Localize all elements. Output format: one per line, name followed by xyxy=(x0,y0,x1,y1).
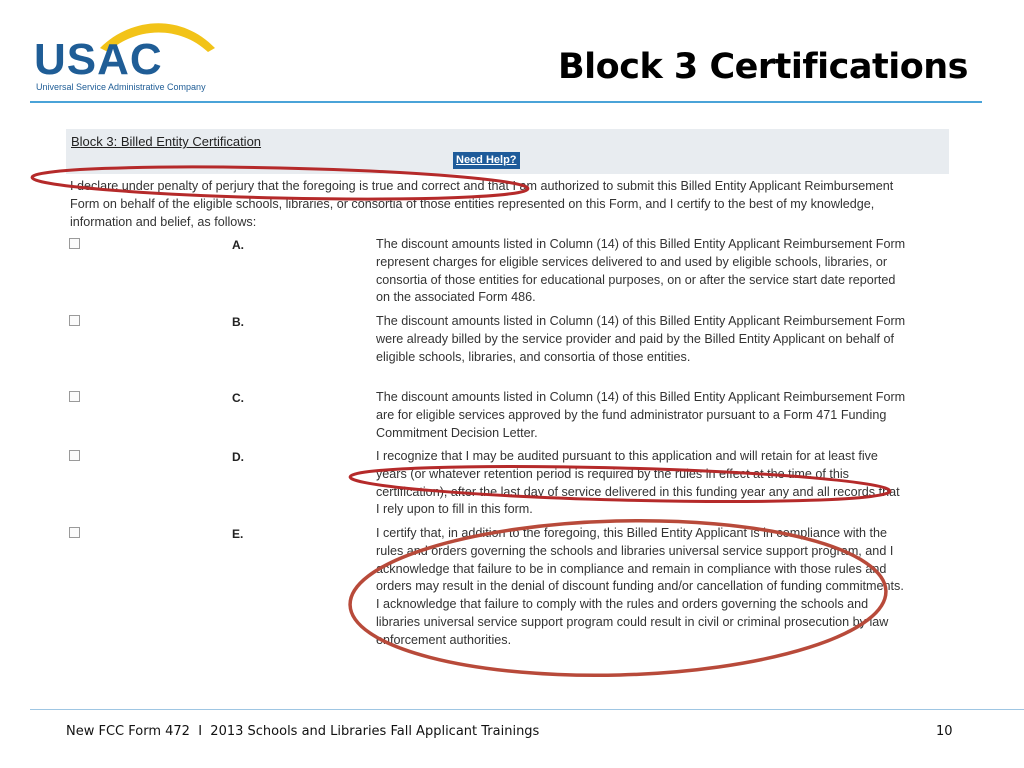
usac-logo xyxy=(30,14,230,94)
cert-letter: C. xyxy=(232,391,244,405)
page-number: 10 xyxy=(936,724,953,739)
title-divider xyxy=(30,101,982,103)
block-header xyxy=(66,129,949,174)
footer-text: New FCC Form 472 I 2013 Schools and Libraries Fall Applicant Trainings xyxy=(66,724,540,739)
cert-text: The discount amounts listed in Column (14) of this Billed Entity Applicant Reimbursement Form are for eligible services approved by the fund administrator pursuant to a Form 471 Funding Commitment Decision Letter. xyxy=(376,390,906,440)
footer-divider xyxy=(30,709,1024,710)
checkbox-d[interactable] xyxy=(69,450,80,461)
cert-letter: B. xyxy=(232,315,244,329)
checkbox-b[interactable] xyxy=(69,315,80,326)
declaration-text: I declare under penalty of perjury that the foregoing is true and correct and that I am authorized to submit this Billed Entity Applicant Reimbursement Form on behalf of the eligible schools, libraries, or consortia of those entities represented on this Form, and I certify to the best of my knowledge, information and belief, as follows: xyxy=(70,179,894,229)
cert-letter: D. xyxy=(232,450,244,464)
logo-tagline: Universal Service Administrative Company xyxy=(36,82,206,92)
cert-text: The discount amounts listed in Column (14) of this Billed Entity Applicant Reimbursement Form represent charges for eligible services delivered to and used by eligible schools, libraries, or consortia of those entities for educational purposes, on or after the service start date reported on the associated Form 486. xyxy=(376,237,906,305)
need-help-button[interactable]: Need Help? xyxy=(453,152,520,169)
cert-letter: A. xyxy=(232,238,244,252)
cert-letter: E. xyxy=(232,527,244,541)
block-title: Block 3: Billed Entity Certification xyxy=(71,134,262,149)
cert-text: The discount amounts listed in Column (14) of this Billed Entity Applicant Reimbursement Form were already billed by the service provider and paid by the Billed Entity Applicant on behalf of eligible schools, libraries, and consortia of those entities. xyxy=(376,314,906,364)
logo-wordmark: USAC xyxy=(34,35,163,84)
checkbox-a[interactable] xyxy=(69,238,80,249)
cert-text: I certify that, in addition to the foregoing, this Billed Entity Applicant is in compliance with the rules and orders governing the schools and libraries universal service support program, and I acknowledge that failure to be in compliance and remain in compliance with those rules and orders may result in the denial of discount funding and/or cancellation of funding commitments. I acknowledge that failure to comply with the rules and orders governing the schools and libraries universal service support program could result in civil or criminal prosecution by law enforcement authorities. xyxy=(376,526,904,647)
form-screenshot xyxy=(62,126,968,692)
cert-text: I recognize that I may be audited pursuant to this application and will retain for at least five years (or whatever retention period is required by the rules in effect at the time of this certification), after the last day of service delivered in this funding year any and all records that I rely upon to fill in this form. xyxy=(376,449,900,517)
checkbox-e[interactable] xyxy=(69,527,80,538)
checkbox-c[interactable] xyxy=(69,391,80,402)
slide-title: Block 3 Certifications xyxy=(558,47,968,87)
